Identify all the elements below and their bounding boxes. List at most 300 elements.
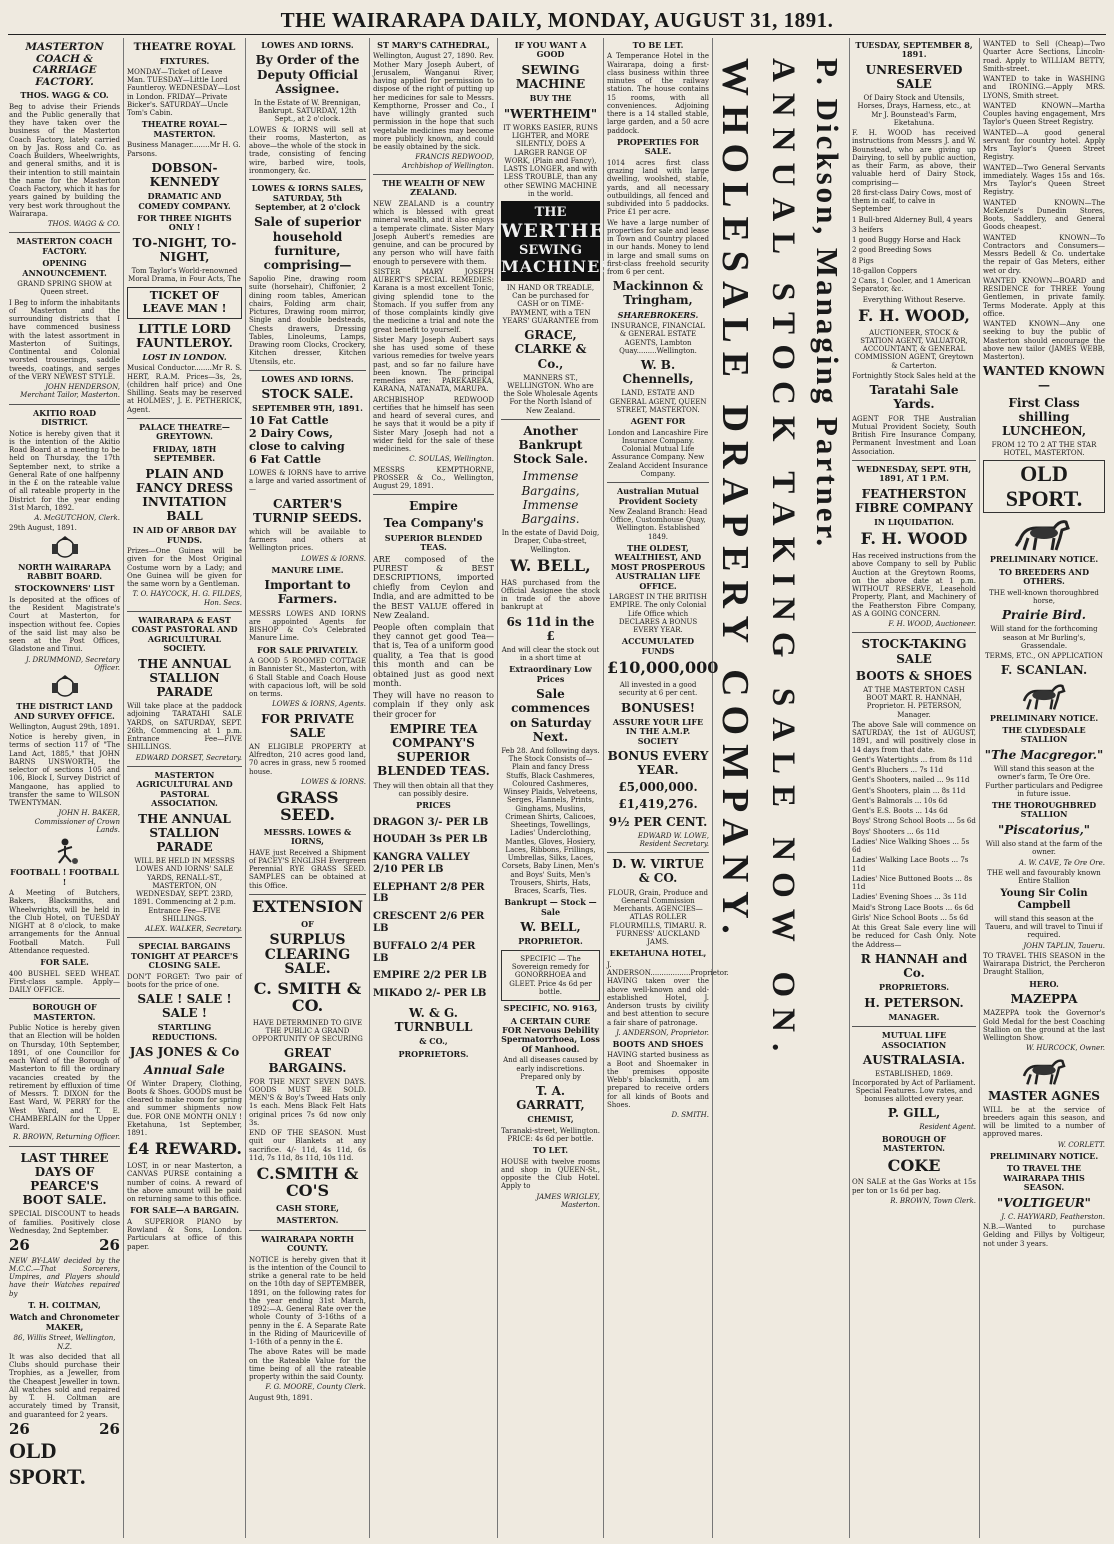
ball-heading: PLAIN AND FANCY DRESS INVITATION BALL (136, 466, 233, 524)
tea-price-row: DRAGON 3/- PER LB (373, 816, 489, 828)
macgregor-text: Will stand this season at the owner's farm, Te Ore Ore. Further particulars and Pedigree in future issue. (985, 765, 1103, 798)
tea-price-list (373, 817, 494, 1001)
garratt-address: Taranaki-street, Wellington. PRICE: 4s 6d per bottle. (501, 1126, 600, 1144)
bonuses-heading: BONUSES! (621, 700, 695, 715)
travel-heading: TO TRAVEL THE WAIRARAPA THIS SEASON. (1003, 1163, 1085, 1193)
pearce-heading: LAST THREE DAYS OF PEARCE'S BOOT SALE. (20, 1150, 109, 1208)
town-clerk-signature: R. BROWN, Town Clerk. (890, 1196, 976, 1205)
prelim-notice-heading: PRELIMINARY NOTICE. (989, 554, 1099, 565)
w-bell-heading: W. BELL, (510, 555, 591, 575)
coltman-subheading: Watch and Chronometer MAKER, (9, 1312, 120, 1332)
voltigeur-heading: "VOLTIGEUR" (997, 1195, 1091, 1210)
livestock-item: 2 good Breeding Sows (852, 246, 932, 255)
specific-box (501, 950, 600, 1001)
eketahuna-hotel-heading: EKETAHUNA HOTEL, (609, 948, 707, 959)
agent-for-label: AGENT FOR (630, 416, 686, 427)
chennells-text: LAND, ESTATE AND GENERAL AGENT, QUEEN STREET, MASTERTON. (609, 389, 707, 414)
divider (127, 418, 242, 419)
boot-price-row: Ladies' Nice Walking Shoes ... 5s 6d (852, 837, 970, 855)
invested-text: All invested in a good security at 6 per cent. (618, 681, 698, 698)
c-smith-intro: HAVE DETERMINED TO GIVE THE PUBLIC A GRAND OPPORTUNITY OF SECURING (252, 1018, 363, 1044)
divider (249, 1230, 366, 1231)
master-agnes-text: WILL be at the service of breeders again this season, and will be limited to a number of approved mares. (983, 1105, 1105, 1139)
henderson-signature: JOHN HENDERSON, Merchant Tailor, Masterton. (20, 383, 120, 400)
gill-heading: P. GILL, (887, 1106, 941, 1121)
lowes-iorns-heading-2: LOWES AND IORNS. (261, 373, 354, 384)
dont-forget-text: DON'T FORGET: Two pair of boots for the price of one. (127, 972, 242, 989)
stockowners-text: Is deposited at the offices of the Resident Magistrate's Court at Masterton, for inspection without fee. Copies of the said list may also be seen at the Post Offices, Gladstone and Tinui. (9, 595, 120, 654)
tea-price-row: CRESCENT 2/6 PER LB (373, 911, 485, 935)
tea-ask-text: They will have no reason to complain if they only ask their grocer for (373, 690, 494, 719)
column-7 (849, 38, 980, 1538)
clydesdale-heading: THE CLYDESDALE STALLION (1002, 725, 1086, 745)
divider (607, 482, 709, 483)
cottage-text: A GOOD 5 ROOMED COTTAGE in Bannister St., Masterton, with 6 Stall Stable and Coach House with capacious loft, will be sold on terms. (249, 657, 366, 698)
boot-price-row: Ladies' Walking Lace Boots ... 7s 11d (852, 856, 969, 873)
boot-price-row: Boys' Strong School Boots ... 5s 6d (852, 817, 976, 826)
wanted-ad: WANTED—A good general servant for country hotel. Apply Mrs Taylor's Queen Street Registry. (983, 128, 1105, 162)
to-let-heading: TO LET. (532, 1145, 569, 1156)
sewing-intro: IF YOU WANT A GOOD (514, 40, 587, 60)
fibre-company-heading: FEATHERSTON FIBRE COMPANY (855, 486, 973, 515)
dobson-kennedy-heading: DOBSON-KENNEDY (149, 160, 220, 190)
akitio-text: Notice is hereby given that it is the intention of the Akitio Road Board at a meeting to be held on Thursday, the 17th September next, to strike a General Rate of one halfpenny in the £ on the rateable value of all rateable property in the District for the year ending 31st March, 1892. (9, 429, 120, 512)
henderson-text: I Beg to inform the inhabitants of Masterton and the surrounding districts that I have commenced business with the latest assortment in Masterton of Suitings, Continental and Colonial worsted trouserings, saddle tweeds, coatings, and serges of the VERY NEWEST STYLE. (9, 298, 120, 381)
boot-price-row: Gent's E.S. Boots ... 14s 6d (852, 807, 948, 816)
gill-role: Resident Agent. (919, 1123, 976, 1132)
tea-price-row: MIKADO 2/- PER LB (373, 988, 487, 1000)
column-6 (604, 38, 729, 1538)
master-agnes-heading: MASTER AGNES (988, 1088, 1100, 1103)
boot-price-row: Ladies' Evening Shoes ... 3s 11d (852, 893, 967, 902)
livestock-item: 1 Bull-bred Alderney Bull, 4 years (852, 215, 973, 224)
banner-sewing: SEWING (519, 242, 582, 258)
number-26: 26 (99, 1419, 120, 1438)
surplus-heading: SURPLUS CLEARING SALE. (264, 932, 351, 978)
bankrupt-stock-heading: Another Bankrupt Stock Sale. (513, 423, 588, 467)
cave-signature: A. W. CAVE, Te Ore Ore. (1018, 858, 1105, 867)
ten-million: £10,000,000 (607, 658, 719, 678)
akitio-signature: A. McGUTCHON, Clerk. (34, 514, 120, 522)
luncheon-heading: First Class shilling LUNCHEON, (1001, 395, 1087, 438)
horse-icon (1014, 516, 1074, 552)
private-sale-heading-2: FOR PRIVATE SALE (261, 711, 354, 740)
stock-sale-date: SEPTEMBER 9TH, 1891. (252, 403, 363, 414)
virtue-text: FLOUR, Grain, Produce and General Commission Merchants. AGENCIES—ATLAS ROLLER FLOURMILLS, TIMARU. R. FURNESS' AUCKLAND JAMS. (608, 888, 708, 947)
w-bell-heading-2: W. BELL, (520, 920, 581, 935)
empire-tea-heading: EMPIRE TEA COMPANY'S SUPERIOR BLENDED TEAS. (377, 721, 490, 779)
eketahuna-text: J. ANDERSON..................Proprietor. HAVING taken over the above well-known and old-established Hotel, J. Anderson trusts by civility and best attention to secure a fair share of patronage. (607, 960, 729, 1027)
football-text: A Meeting of Butchers, Bakers, Blacksmiths, and Wheelwrights, will be held in the Club Hotel, on TUESDAY NIGHT at 8 o'clock, to make arrangements for the Annual Football Match. Full Attendance requested. (9, 889, 120, 955)
palace-theatre-heading: PALACE THEATRE—GREYTOWN. (139, 421, 230, 442)
stallion-parade-heading-2: THE ANNUAL STALLION PARADE (138, 811, 231, 854)
royal-crest-icon (48, 675, 82, 699)
mackinnon-heading: Mackinnon & Tringham, (612, 279, 704, 308)
boot-address-text: At this Great Sale every line will be reduced for Cash Only. Note the Address— (852, 924, 976, 949)
tom-taylor-text: Tom Taylor's World-renowned Moral Drama, in Four Acts, The (128, 267, 241, 284)
amp-text: New Zealand Branch: Head Office, Customhouse Quay, Wellington. Established 1849. (608, 507, 708, 541)
star-hotel-text: FROM 12 TO 2 AT THE STAR HOTEL, MASTERTON. (991, 441, 1097, 458)
mazeppa-heading: MAZEPPA (1010, 992, 1078, 1007)
boot-price-row: Gent's Balmorals ... 10s 6d (852, 796, 948, 805)
boots-shoes-heading-2: BOOTS & SHOES (855, 668, 973, 683)
five-million: £5,000,000. (618, 780, 698, 795)
hero-text: TO TRAVEL THIS SEASON in the Wairarapa District, the Percheron Draught Stallion, (983, 951, 1105, 977)
boot-price-row: Ladies' Nice Buttoned Boots ... 8s 11d (852, 874, 973, 892)
turnbull-heading: W. & G. TURNBULL (394, 1006, 473, 1035)
tea-price-row: KANGRA VALLEY 2/10 PER LB (373, 852, 470, 875)
divider (249, 894, 366, 895)
boot-price-row: Gent's Watertights ... from 8s 11d (852, 755, 973, 764)
for-sale-heading: FOR SALE. (40, 957, 89, 968)
lost-in-london: LOST IN LONDON. (142, 351, 227, 362)
reward-text: LOST, in or near Masterton, a CANVAS PURSE containing a number of coins. A reward of the above amount will be paid on returning same to this office. (127, 1162, 242, 1204)
boot-price-row: Gent's Shooters, plain ... 8s 11d (852, 786, 966, 795)
wanted-ad: WANTED KNOWN—Any one seeking to buy the public of Masterton should encourage the above new tailor (JAMES WEBB, Masterton). (983, 320, 1105, 361)
accumulated-funds: ACCUMULATED FUNDS (621, 636, 695, 656)
royal-crest-icon (48, 536, 82, 560)
nervous-text: And all diseases caused by early indiscretions. Prepared only by (503, 1056, 598, 1081)
money-text: We have a large number of properties for sale and lease in Town and Country placed in our hands. Money to lend in large and small sums on first-class freehold security from 6 per cent. (607, 218, 709, 277)
brennigan-text: LOWES & IORNS will sell at their rooms, Masterton, as above—the whole of the stock in trade, consisting of fencing wire, barbed wire, tools, ironmongery, &c. (249, 125, 366, 175)
stock-item: 2 Dairy Cows, close to calving (249, 426, 345, 453)
special-bargains-heading: SPECIAL BARGAINS TONIGHT AT PEARCE'S CLOSING SALE. (130, 941, 239, 971)
grace-clarke-heading: GRACE, CLARKE & Co., (514, 328, 587, 371)
coltman-address: 86, Willis Street, Wellington, N.Z. (13, 1334, 116, 1351)
divider (9, 998, 120, 999)
jas-jones-heading: JAS JONES & Co (129, 1045, 240, 1060)
entire-stallion-text: THE well and favourably known Entire Stallion (987, 868, 1101, 886)
mackinnon-text: INSURANCE, FINANCIAL & GENERAL ESTATE AGENTS, Lambton Quay.........Wellington. (611, 322, 705, 355)
unreserved-text: F. H. WOOD has received instructions from Messrs J. and W. Bounstead, who are giving up Dairying, to sell by public auction, as their Farm, as above, their valuable herd of Dairy Stock, comprising— (852, 129, 976, 187)
private-sale-heading: FOR SALE PRIVATELY. (257, 644, 358, 655)
turnbull-co: & CO., (419, 1036, 448, 1047)
divider (9, 232, 120, 233)
hero-heading: HERO. (1029, 978, 1059, 989)
county-text: NOTICE is hereby given that it is the intention of the Council to strike a general rate to be held on the 10th day of SEPTEMBER, 1891, on the following rates for the year ending 31st March, 1892:—A. General Rate over the whole County of 3-16ths of a penny in the £. A Separate Rate in the Riding of Mauriceville of 1-16th of a penny in the £. (249, 1255, 366, 1347)
tea-price-row: HOUDAH 3s PER LB (373, 834, 488, 846)
soulas-signature: C. SOULAS, Wellington. (409, 455, 494, 464)
column-2 (124, 38, 246, 1538)
without-reserve: Everything Without Reserve. (862, 295, 966, 304)
livestock-list (852, 189, 976, 294)
deputy-assignee-heading: By Order of the Deputy Official Assignee. (255, 53, 360, 96)
hotel-text: A Temperance Hotel in the Wairarapa, doing a first-class business within three minutes of the railway station. The house contains 15 rooms, with all conveniences. Adjoining there is a 14 stalled stable, large garden, and a 50 acre paddock. (607, 52, 709, 135)
agent-for-text: AGENT FOR THE Australian Mutual Provident Society, South British Fire Insurance Company, Permanent Investment and Loan Association. (852, 414, 976, 456)
prelim-notice-heading-2: PRELIMINARY NOTICE. (989, 712, 1099, 723)
coltman-heading: T. H. COLTMAN, (28, 1299, 101, 1310)
c-smith-text: FOR THE NEXT SEVEN DAYS. GOODS MUST BE SOLD. MEN'S & Boy's Tweed Hats only 1s each. Mens Black Felt Hats original prices 7s 6d now only 3s. (249, 1077, 366, 1127)
tea-price-row: BUFFALO 2/4 PER LB (373, 940, 476, 964)
divider (249, 179, 366, 180)
tea-text: ARE composed of the PUREST & BEST DESCRIPTIONS, imported chiefly from Ceylon and India, and are admitted to be the BEST VALUE offered in New Zealand. (373, 554, 494, 621)
macgregor-heading: "The Macgregor." (984, 747, 1104, 762)
theatre-heading: THEATRE ROYAL (133, 41, 236, 53)
anderson-signature: J. ANDERSON, Proprietor. (616, 1028, 709, 1037)
divider (9, 404, 120, 405)
breeders-heading: TO BREEDERS AND OTHERS. (998, 566, 1089, 587)
piscatorius-heading: "Piscatorius," (997, 822, 1090, 837)
column-3 (246, 38, 370, 1538)
piano-text: A SUPERIOR PIANO by Rowland & Sons, London. Particulars at office of this paper. (127, 1217, 242, 1251)
tea-company-heading: Tea Company's (383, 516, 484, 531)
fh-wood-text: AUCTIONEER, STOCK & STATION AGENT, VALUATOR, ACCOUNTANT, & GENERAL COMMISSION AGENT, Greytown & Carterton. (854, 328, 974, 370)
wanted-ad: WANTED KNOWN—To Contractors and Consumers—Messrs Bedell & Co. undertake the repair of Gas Meters, either wet or dry. (983, 233, 1105, 275)
extension-heading: EXTENSION (252, 896, 363, 916)
stockowners-heading: STOCKOWNERS' LIST (14, 583, 115, 594)
low-prices: Extraordinary Low Prices (509, 664, 592, 684)
taratahi-heading: Taratahi Sale Yards. (869, 383, 959, 412)
divider (9, 1146, 120, 1147)
sir-colin-heading: Young Sir Colin Campbell (1000, 888, 1088, 912)
boot-price-list (852, 756, 976, 922)
lowes-signature: LOWES & IORNS. (301, 554, 366, 563)
properties-heading: PROPERTIES FOR SALE. (617, 136, 699, 157)
fixtures-heading: FIXTURES. (159, 55, 210, 66)
land-office-date: Wellington, August 29th, 1891. (9, 722, 120, 731)
livestock-item: 28 first-class Dairy Cows, most of them in calf, to calve in September (852, 188, 972, 214)
borough-text: Public Notice is hereby given that an Election will be holden on Thursday, 10th September, 1891, of one Councillor for each Ward of the Borough of Masterton to fill the ordinary vacancies created by the retirement by effluxion of time of Messrs. T. DIXON for the East Ward, W. PERRY for the West Ward, and T. E. CHAMBERLAIN for the Upper Ward. (9, 1024, 120, 1132)
prelim-notice-heading-3: PRELIMINARY NOTICE. (989, 1150, 1099, 1161)
tea-complaint-text: People often complain that they cannot get good Tea—that is, Tea of a uniform good quality, a Tea that is good this month and can be obtained just as good next month. (373, 622, 494, 689)
manure-lime-heading: MANURE LIME. (271, 564, 344, 575)
divider (127, 611, 242, 612)
spring-show-line: GRAND SPRING SHOW at Queen street. (17, 280, 112, 297)
bylaw-text: NEW BY-LAW decided by the M.C.C.—That Sorcerers, Umpires, and Players should have their Watches repaired by (9, 1256, 120, 1298)
divider (373, 174, 494, 175)
farmers-heading: Important to Farmers. (264, 578, 351, 607)
mutual-life-text: ESTABLISHED, 1869. Incorporated by Act of Parliament. Special Features. Low rates, and bonuses allotted every year. (852, 1070, 976, 1104)
wanted-ad: WANTED to take in WASHING and IRONING.—Apply MRS. LYONS, Smith street. (983, 75, 1105, 100)
amp-heading: Australian Mutual Provident Society (617, 486, 699, 506)
mutual-life-heading: MUTUAL LIFE ASSOCIATION (881, 1030, 947, 1050)
livestock-item: 1 good Buggy Horse and Hack (852, 236, 961, 245)
piscatorius-text: Will also stand at the farm of the owner. (985, 840, 1103, 857)
nervous-debility-heading: A CERTAIN CURE FOR Nervous Debility Spermatorrhoea, Loss Of Manhood. (501, 1015, 600, 1054)
sale-commences: Sale commences on Saturday Next. (509, 687, 592, 744)
borough-heading: BOROUGH OF MASTERTON. (32, 1002, 97, 1022)
stock-sale-heading: STOCK SALE. (261, 387, 354, 402)
stallion-parade-text-2: WILL BE HELD IN MESSRS LOWES AND IORNS' SALE YARDS, RENALL-ST., MASTERTON, ON WEDNESDAY, SEPT. 23RD, 1891. Commencing at 2 p.m. Entrance Fee—FIVE SHILLINGS. (133, 857, 236, 923)
wealth-text: NEW ZEALAND is a country which is blessed with great mineral wealth, and it also enjoys a temperate climate. Sister Mary Joseph Aubert's remedies are genuine, and can be procured by any person who will have faith enough to persevere with them. (373, 199, 494, 266)
doig-text: In the estate of David Doig, Draper, Cuba-street, Wellington. (501, 529, 600, 554)
livestock-item: 2 Cans, 1 Cooler, and 1 American Separator, &c. (852, 277, 971, 294)
chennells-heading: W. B. Chennells, (622, 358, 694, 387)
vertical-banner (713, 38, 850, 1538)
corlett-signature: W. CORLETT. (1057, 1140, 1105, 1149)
aubert-text: Sister Mary Joseph Aubert says she has used some of these various remedies for twelve years past, and so far no failure have been known. The principal remedies are: PAREKAREKA, KARANA, NATANATA, MARUPA. (373, 335, 494, 394)
livestock-item: 18-gallon Coppers (852, 266, 917, 275)
football-player-icon (50, 837, 80, 865)
great-bargains-heading: GREAT BARGAINS. (268, 1046, 347, 1075)
fh-wood-heading-2: F. H. WOOD (860, 529, 968, 549)
thoroughbred-stallion-heading: THE THOROUGHBRED STALLION (991, 800, 1097, 820)
land-office-text: Notice is hereby given, in terms of section 117 of "The Land Act, 1885," that JOHN BARNS UNSWORTH, the selector of sections 105 and 106, Block I, Survey District of Mangaone, has applied to transfer the same to WILSON TWENTYMAN. (9, 733, 120, 808)
stock-taking-heading: STOCK-TAKING SALE (861, 637, 967, 666)
lowes-iorns-heading-3: MESSRS. LOWES & IORNS, (263, 826, 352, 847)
c-smith-heading: C. SMITH & CO. (253, 979, 362, 1015)
thoroughbred-text: THE well-known thoroughbred horse, (989, 588, 1099, 605)
walker-signature: ALEX. WALKER, Secretary. (145, 925, 242, 934)
divider (249, 370, 366, 371)
liquidation-label: IN LIQUIDATION. (874, 516, 954, 527)
peterson-heading: H. PETERSON. (864, 995, 964, 1010)
prices-text: Musical Conductor........Mr R. S. HERT, R.A.M. Prices—3s, 2s, (children half price) and One Shilling. Seats may be reserved at HOLMES', J. E. PETHERICK, Agent. (127, 364, 242, 414)
bonus-every-year: BONUS EVERY YEAR. (607, 749, 709, 778)
lowes-agents: LOWES & IORNS, Agents. (272, 700, 366, 709)
prairie-bird-heading: Prairie Bird. (1002, 608, 1086, 623)
tea-price-row: ELEPHANT 2/8 PER LB (373, 881, 485, 905)
alfredton-text: AN ELIGIBLE PROPERTY at Alfredton, 210 acres good land, 70 acres in grass, new 5 roomed house. (249, 742, 366, 776)
banner-machines: MACHINES (501, 257, 613, 277)
horse-icon (1019, 681, 1069, 711)
boots-shoes-heading: BOOTS AND SHOES (612, 1039, 704, 1050)
akitio-heading: AKITIO ROAD DISTRICT. (32, 407, 97, 428)
kempthorne-text: MESSRS KEMPTHORNE, PROSSER & Co., Wellington, August 29, 1891. (373, 465, 494, 491)
banner-wertheim: WERTHEIM (501, 220, 637, 243)
sharebrokers-label: SHAREBROKERS. (617, 309, 699, 320)
boot-sale-text: The above Sale will commence on SATURDAY, the 1st of AUGUST, 1891, and will positively close in 14 days from that date. (852, 720, 976, 754)
reward-heading: £4 REWARD. (127, 1139, 242, 1159)
coach-factory-heading-2: MASTERTON COACH FACTORY. (16, 236, 113, 256)
akitio-date: 29th August, 1891. (9, 524, 77, 533)
of-label: OF (301, 918, 314, 929)
garratt-heading: T. A. GARRATT, (516, 1084, 585, 1113)
fh-wood-heading: F. H. WOOD, (858, 305, 970, 325)
boot-mart-text: AT THE MASTERTON CASH BOOT MART. R. HANNAH, Proprietor. H. PETERSON, Manager. (863, 685, 965, 719)
bell-purchase-text: HAS purchased from the Official Assignee the stock in trade of the above bankrupt at (501, 578, 600, 612)
theatre-masterton-heading: THEATRE ROYAL—MASTERTON. (141, 119, 228, 139)
stock-item: 10 Fat Cattle (249, 413, 329, 427)
dorset-signature: EDWARD DORSET, Secretary. (135, 753, 242, 762)
rabbit-board-heading: NORTH WAIRARAPA RABBIT BOARD. (18, 561, 111, 581)
moore-signature: F. G. MOORE, County Clerk. (265, 1383, 366, 1392)
one-million-figure: £1,419,276. (618, 797, 698, 812)
clear-stock-text: And will clear the stock out in a short time at (501, 645, 600, 663)
old-sport-heading: OLD SPORT. (983, 460, 1105, 514)
pearce-text: SPECIAL DISCOUNT to heads of families. Positively close Wednesday, 2nd September. (9, 1210, 120, 1235)
furniture-text: Sapolio Pine, drawing room suite (horsehair), Chiffonier, 2 dining room tables, American chairs, Folding arm chair, Pictures, Drawing room mirror, Single and double bedsteads, Chests drawers, Dressing Tables, Linoleums, Lamps, Drawing room Clocks, Crockery, Kitchen dresser, Kitchen Utensils, etc. (249, 275, 366, 366)
divider (852, 632, 976, 633)
cathedral-text: Wellington, August 27, 1890. Rev. Mother Mary Joseph Aubert, of Jerusalem, Wanganui River, having applied for permission to dispose of the right of putting up her medicines for sale to Messrs. Kempthorne, Prosser and Co., I have willingly granted such permission in the hope that such vegetable medicines may become more publicly known, and could be easily obtained by the sick. (373, 52, 494, 152)
superior-teas-heading: SUPERIOR BLENDED TEAS. (384, 532, 483, 553)
wednesday-date: WEDNESDAY, SEPT. 9TH, 1891, AT 1 P.M. (856, 463, 972, 484)
divider (373, 494, 494, 495)
australasia-heading: AUSTRALASIA. (862, 1053, 966, 1068)
properties-text: 1014 acres first class grazing land with large dwelling, woolshed, stable, yards, and all necessary outbuildings, all fenced and subdivided into 5 paddocks. Price £1 per acre. (607, 158, 709, 217)
wertheim-text: IT WORKS EASIER, RUNS LIGHTER, and MORE SILENTLY, DOES A LARGER RANGE OF WORK, (Plain and Fancy), LASTS LONGER, and with LESS TROUBLE, than any other SEWING MACHINE in the world. (503, 123, 598, 198)
buy-the-label: BUY THE (529, 93, 572, 104)
proprietors-label: PROPRIETORS. (398, 1048, 469, 1059)
scanlan-heading: F. SCANLAN. (1000, 663, 1088, 678)
bonus-text: LARGEST IN THE BRITISH EMPIRE. The only Colonial Life Office which DECLARES A BONUS EVERY YEAR. (608, 593, 708, 635)
manager-label: MANAGER. (888, 1011, 940, 1022)
sewing-machine-heading: SEWING MACHINE (515, 62, 586, 92)
ticket-of-leave-box: TICKET OF LEAVE MAN ! (127, 287, 242, 319)
grass-seed-heading: GRASS SEED. (276, 788, 339, 824)
turnip-text: which will be available to farmers and others at Wellington prices. (249, 527, 366, 553)
cathedral-heading: ST MARY'S CATHEDRAL, (377, 40, 490, 50)
baker-signature: JOHN H. BAKER, Commissioner of Crown Lands. (34, 809, 120, 834)
stock-item: 6 Fat Cattle (249, 452, 321, 466)
turnip-intro: LOWES & IORNS have to arrive a large and varied assortment of— (249, 468, 366, 494)
assure-heading: ASSURE YOUR LIFE IN THE A.M.P. SOCIETY (612, 716, 704, 746)
lowe-signature: EDWARD W. LOWE, Resident Secretary. (637, 831, 709, 849)
unreserved-sale-heading: UNRESERVED SALE (865, 62, 963, 92)
prices-heading: PRICES (416, 800, 451, 811)
coke-heading: COKE (887, 1155, 941, 1175)
to-be-let-heading: TO BE LET. (632, 40, 684, 50)
prizes-text: Prizes—One Guinea will be given for the Most Original Costume worn by a Lady; and One Guinea will be given for the same worn by a Gentleman. (127, 547, 242, 589)
c-smith-heading-2: C.SMITH & CO'S (256, 1164, 359, 1201)
divider (852, 1026, 976, 1027)
furniture-heading: Sale of superior household furniture, comprising— (254, 215, 361, 272)
prairie-text: Will stand for the forthcoming season at Mr Burling's, Grassendale. (990, 625, 1098, 650)
voltigeur-text: N.B.—Wanted to purchase Gelding and Fillys by Voltigeur, not under 3 years. (983, 1223, 1105, 1248)
cash-store: CASH STORE, (276, 1202, 339, 1213)
redwood-signature: FRANCIS REDWOOD, Archbishop of Wellington. (402, 153, 494, 170)
tonight-heading: TO-NIGHT, TO-NIGHT, (132, 235, 237, 265)
wrigley-signature: JAMES WRIGLEY, Masterton. (536, 1192, 600, 1209)
seed-wheat-text: 400 BUSHEL SEED WHEAT. First-class sample. Apply—DAILY OFFICE. (9, 969, 120, 994)
boot-price-row: Gent's Bluchers ... 7s 11d (852, 766, 943, 775)
divider (852, 460, 976, 461)
empire-heading: Empire (409, 499, 458, 514)
agricultural-association-heading: MASTERTON AGRICULTURAL AND PASTORAL ASSOCIATION. (136, 769, 233, 809)
boot-price-row: Gent's Shooters, nailed ... 9s 11d (852, 776, 970, 785)
startling-reductions: STARTLING REDUCTIONS. (151, 1022, 218, 1042)
drummond-signature: J. DRUMMOND, Secretary Officer. (25, 655, 120, 672)
masterton-label: MASTERTON. (276, 1215, 339, 1226)
to-let-text: HOUSE with twelve rooms and shop in QUEEN-St., opposite the Club Hotel. Apply to (501, 1157, 600, 1191)
taplin-signature: JOHN TAPLIN, Taueru. (1023, 941, 1105, 950)
coach-factory-heading: MASTERTON COACH & CARRIAGE FACTORY. (25, 41, 104, 88)
fortnightly-text: Fortnightly Stock Sales held at the (852, 371, 976, 380)
column-5 (498, 38, 637, 1538)
livestock-item: 8 Pigs (852, 256, 874, 265)
boot-price-row: Boys' Shooters ... 6s 11d (852, 827, 940, 836)
number-26: 26 (99, 1236, 120, 1254)
fixtures-text: MONDAY—Ticket of Leave Man. TUESDAY—Little Lord Fauntleroy. WEDNESDAY—Lost in London. FRIDAY—Private Bicker's. SATURDAY—Uncle Tom's Cabin. (127, 67, 241, 118)
stallion-parade-heading: THE ANNUAL STALLION PARADE (138, 656, 231, 699)
wanted-known-heading: WANTED KNOWN— (983, 364, 1105, 393)
tea-obtain-text: They will then obtain all that they can possibly desire. (373, 781, 494, 798)
stock-list: Feb 28. And following days. The Stock Consists of—Plain and fancy Dress Stuffs, Black Cashmeres, Coloured Cashmeres, Winsey Plaids, Velveteens, Serges, Flannels, Prints, Ginghams, Muslins, Crimean Shirts, Calicoes, Sheetings, Towellings, Ladies' Underclothing, Mantles, Gloves, Hosiery, Laces, Ribbons, Frillings, Umbrellas, Silks, Laces, Corsets, Baby Linen, Men's and Boys' Suits, Men's Trousers, Shirts, Hats, Braces, Scarfs, Ties. (501, 746, 600, 896)
blankets-text: END OF THE SEASON. Must quit our Blankets at any sacrifice. 4/- 11d, 4s 11d, 6s 11d, 7s 11d, 8s 11d, 10s 11d. (249, 1129, 366, 1162)
coke-text: ON SALE at the Gas Works at 15s per ton or 1s 6d per bag. (852, 1178, 976, 1195)
mazeppa-text: MAZEPPA took the Governor's Gold Medal for the best Coaching Stallion on the ground at the last Wellington Show. (983, 1009, 1105, 1042)
wertheim-heading: "WERTHEIM" (503, 106, 598, 121)
tea-price-row: EMPIRE 2/2 PER LB (373, 970, 487, 982)
boot-price-row: Maid's Strong Lace Boots ... 6s 6d (852, 903, 974, 912)
column-8 (980, 38, 1108, 1538)
masthead: THE WAIRARAPA DAILY, MONDAY, AUGUST 31, 1891. (280, 8, 834, 32)
opening-heading: OPENING ANNOUNCEMENT. (22, 258, 107, 278)
wood-signature: F. H. WOOD, Auctioneer. (888, 620, 976, 629)
county-date: August 9th, 1891. (249, 1393, 313, 1402)
wanted-ad: WANTED KNOWN—Martha Couples having engagement, Mrs Taylor's Queen Street Registry. (983, 101, 1105, 127)
wealth-heading: THE WEALTH OF NEW ZEALAND. (382, 177, 485, 198)
fauntleroy-heading: LITTLE LORD FAUNTLEROY. (136, 321, 233, 350)
specific-heading: SPECIFIC, NO. 9163, (503, 1003, 598, 1014)
chemist-label: CHEMIST, (527, 1114, 574, 1125)
column-4 (370, 38, 498, 1538)
pastoral-society-heading: WAIRARAPA & EAST COAST PASTORAL AND AGRICULTURAL SOCIETY. (131, 614, 238, 654)
virtue-heading: D. W. VIRTUE & CO. (612, 857, 704, 886)
hayward-signature: J. C. HAYWARD, Featherston. (1001, 1212, 1105, 1221)
bargain-heading: FOR SALE—A BARGAIN. (130, 1205, 239, 1216)
specific-text: SPECIFIC — The Sovereign remedy for GONORRHOEA and GLEET. Price 4s 6d per bottle. (509, 954, 592, 996)
